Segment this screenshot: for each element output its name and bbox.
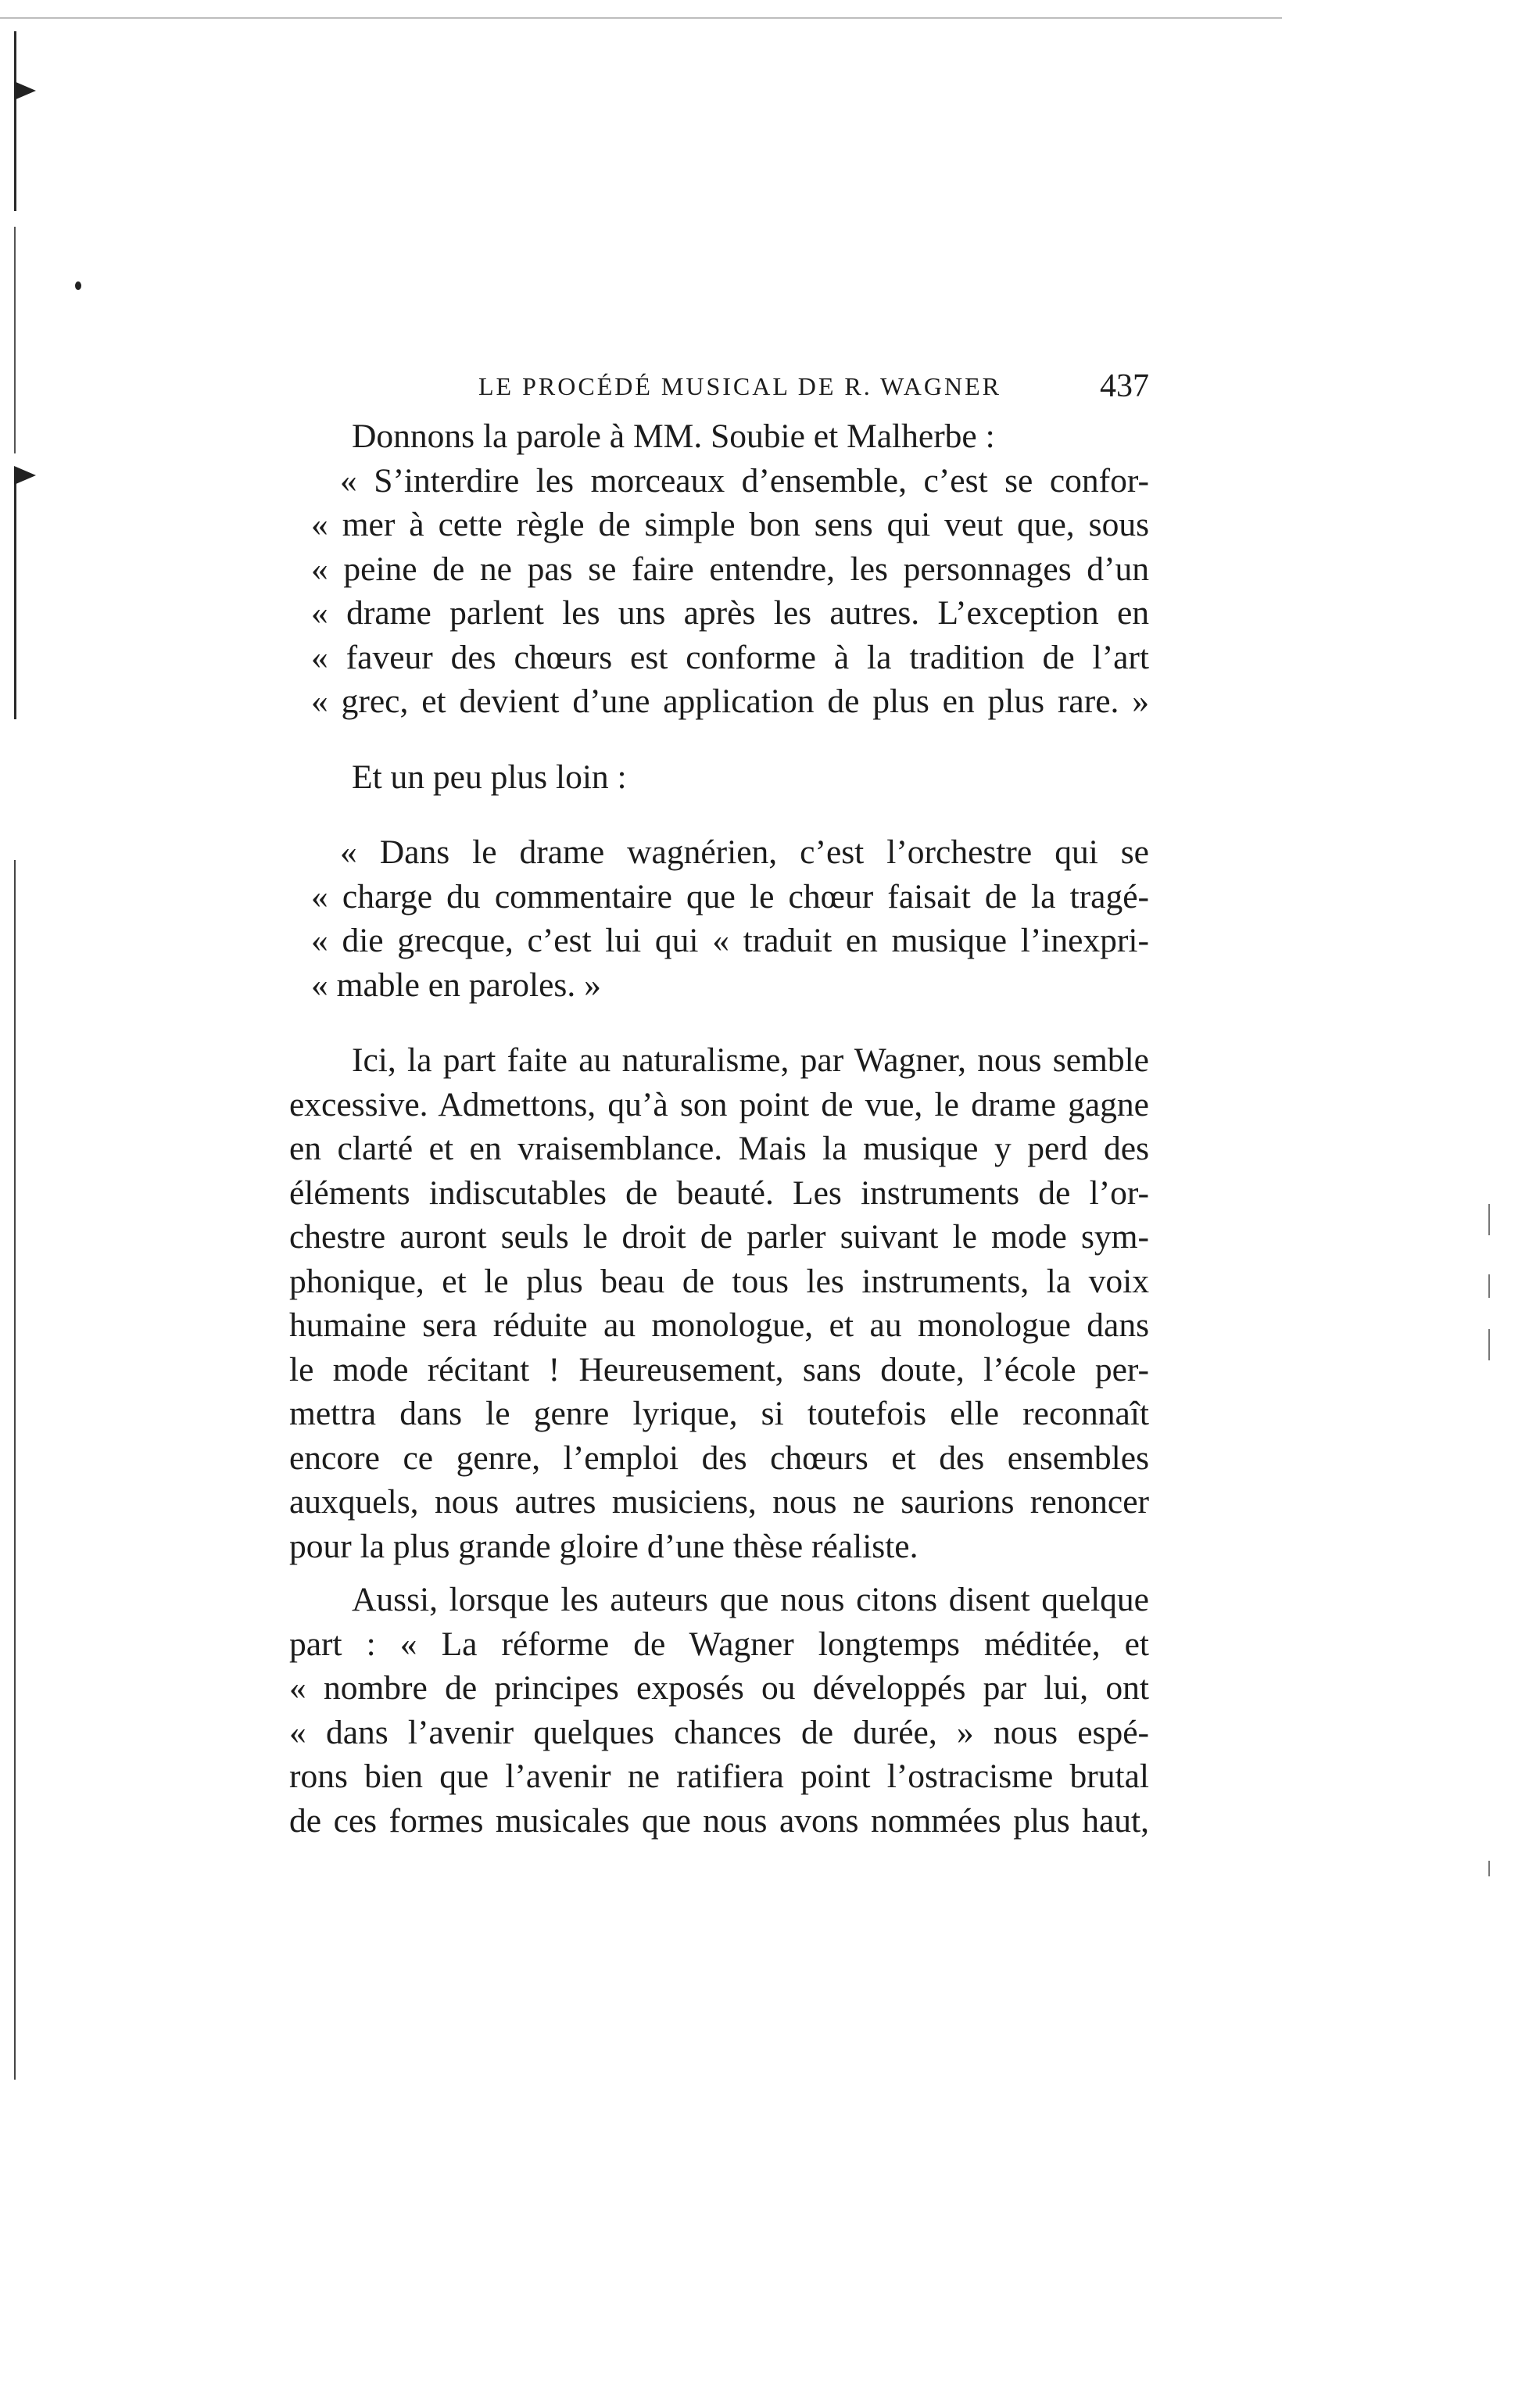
text-line: « grec, et devient d’une application de plus en plus rare. » (311, 683, 1149, 720)
text-line: de ces formes musicales que nous avons nommées plus haut, (289, 1801, 1149, 1840)
page-number: 437 (1100, 368, 1149, 404)
scan-top-edge (0, 17, 1282, 19)
text-line: humaine sera réduite au monologue, et au monologue dans (289, 1306, 1149, 1344)
text-line: excessive. Admettons, qu’à son point de vue, le drame gagne (289, 1085, 1149, 1123)
text-line: le mode récitant ! Heureusement, sans doute, l’école per- (289, 1350, 1149, 1389)
text-line: auxquels, nous autres musiciens, nous ne saurions renoncer (289, 1483, 1149, 1521)
text-line: « peine de ne pas se faire entendre, les personnages d’un (311, 550, 1149, 588)
text-line: Et un peu plus loin : (352, 758, 627, 796)
scan-left-edge (14, 31, 16, 211)
scan-right-mark (1488, 1274, 1490, 1298)
text-line: chestre auront seuls le droit de parler suivant le mode sym- (289, 1218, 1149, 1256)
text-line: rons bien que l’avenir ne ratifiera point l’ostracisme brutal (289, 1758, 1149, 1795)
scan-right-mark (1488, 1204, 1490, 1235)
text-line: phonique, et le plus beau de tous les instruments, la voix (289, 1262, 1149, 1300)
ink-speck (75, 281, 81, 290)
text-line: « mer à cette règle de simple bon sens qui veut que, sous (311, 506, 1149, 543)
text-line: « charge du commentaire que le chœur faisait de la tragé- (311, 877, 1149, 916)
text-line: « S’interdire les morceaux d’ensemble, c’est se confor- (340, 461, 1149, 500)
text-line: « nombre de principes exposés ou développés par lui, ont (289, 1669, 1149, 1707)
text-line: en clarté et en vraisemblance. Mais la musique y perd des (289, 1130, 1149, 1167)
running-head (478, 367, 1149, 414)
text-line: pour la plus grande gloire d’une thèse réaliste. (289, 1527, 918, 1565)
scan-right-mark (1488, 1329, 1490, 1360)
text-line: mettra dans le genre lyrique, si toutefois elle reconnaît (289, 1395, 1149, 1432)
scan-left-edge (14, 860, 16, 2080)
scan-left-edge (14, 227, 16, 453)
text-line: Aussi, lorsque les auteurs que nous citons disent quelque (352, 1581, 1149, 1618)
text-line: « drame parlent les uns après les autres. L’exception en (311, 594, 1149, 632)
running-title: LE PROCÉDÉ MUSICAL DE R. WAGNER (478, 372, 1002, 400)
text-line: « dans l’avenir quelques chances de durée, » nous espé- (289, 1713, 1149, 1751)
text-line: encore ce genre, l’emploi des chœurs et des ensembles (289, 1439, 1149, 1477)
text-line: « faveur des chœurs est conforme à la tradition de l’art (311, 638, 1149, 676)
text-line: « die grecque, c’est lui qui « traduit en musique l’inexpri- (311, 922, 1149, 959)
text-line: « Dans le drame wagnérien, c’est l’orchestre qui se (340, 833, 1149, 871)
text-line: part : « La réforme de Wagner longtemps méditée, et (289, 1625, 1149, 1663)
body-text (289, 414, 1149, 1843)
scan-edge-mark (14, 81, 36, 100)
text-line: Donnons la parole à MM. Soubie et Malherbe : (352, 417, 995, 455)
text-line: éléments indiscutables de beauté. Les instruments de l’or- (289, 1174, 1149, 1212)
text-line: Ici, la part faite au naturalisme, par Wagner, nous semble (352, 1041, 1149, 1079)
scan-right-mark (1488, 1861, 1490, 1876)
text-line: « mable en paroles. » (311, 966, 601, 1004)
scan-edge-mark (14, 466, 36, 485)
scan-left-edge (14, 469, 16, 719)
